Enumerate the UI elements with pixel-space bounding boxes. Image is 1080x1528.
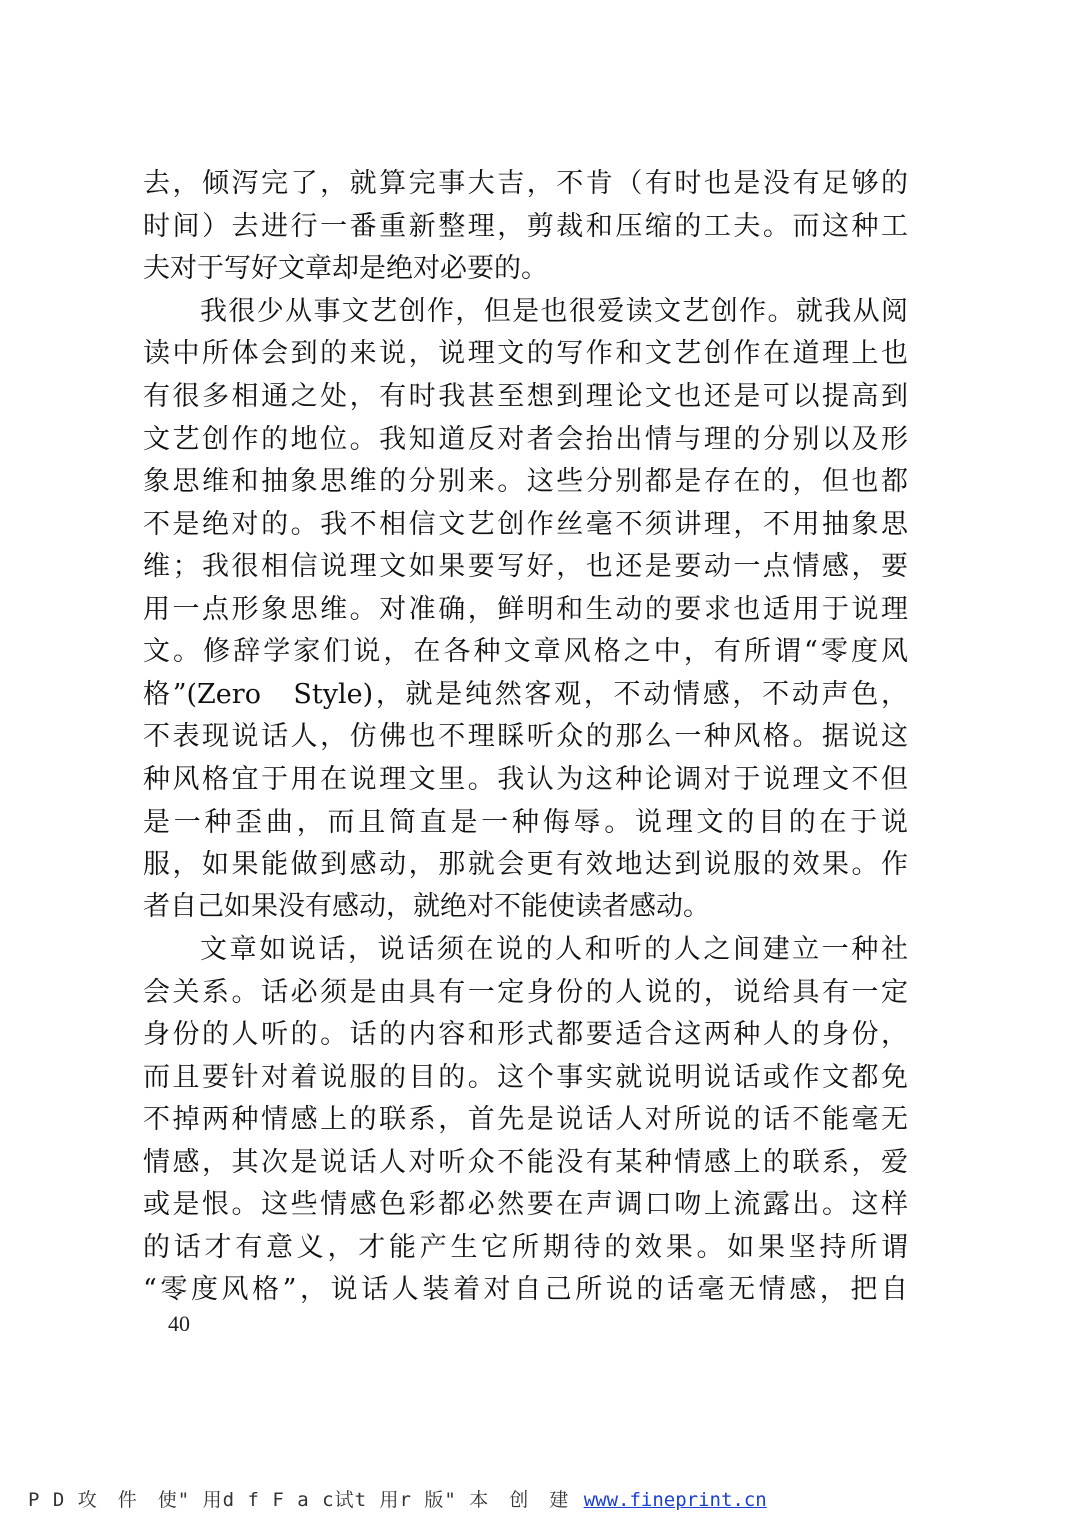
text-line: 种风格宜于用在说理文里。我认为这种论调对于说理文不但 [143,764,908,795]
text-line: 服，如果能做到感动，那就会更有效地达到说服的效果。作 [143,849,908,880]
page-number: 40 [168,1311,190,1336]
text-line: 情感，其次是说话人对听众不能没有某种情感上的联系，爱 [143,1147,908,1178]
text-line: 不表现说话人，仿佛也不理睬听众的那么一种风格。据说这 [143,721,908,752]
text-line: 用一点形象思维。对准确，鲜明和生动的要求也适用于说理 [143,594,908,625]
text-line: 文艺创作的地位。我知道反对者会抬出情与理的分别以及形 [143,424,908,455]
text-line: 维；我很相信说理文如果要写好，也还是要动一点情感，要 [143,551,908,582]
text-line: 时间）去进行一番重新整理，剪裁和压缩的工夫。而这种工 [143,211,908,242]
paragraph-start-line: 文章如说话，说话须在说的人和听的人之间建立一种社 [200,934,908,965]
text-line: 的话才有意义，才能产生它所期待的效果。如果坚持所谓 [143,1232,908,1263]
pdf-watermark [28,1488,767,1512]
text-line: 象思维和抽象思维的分别来。这些分别都是存在的，但也都 [143,466,908,497]
text-line: 夫对于写好文章却是绝对必要的。 [143,253,548,284]
watermark-link[interactable]: www.fineprint.cn [583,1489,767,1511]
text-line: 不是绝对的。我不相信文艺创作丝毫不须讲理，不用抽象思 [143,509,908,540]
text-line: 不掉两种情感上的联系，首先是说话人对所说的话不能毫无 [143,1104,908,1135]
text-line: 有很多相通之处，有时我甚至想到理论文也还是可以提高到 [143,381,908,412]
text-line: 或是恨。这些情感色彩都必然要在声调口吻上流露出。这样 [143,1189,908,1220]
text-line: 而且要针对着说服的目的。这个事实就说明说话或作文都免 [143,1062,908,1093]
text-line: 文。修辞学家们说，在各种文章风格之中，有所谓“零度风 [143,636,908,667]
text-line: 去，倾泻完了，就算完事大吉，不肯（有时也是没有足够的 [143,168,908,199]
text-line: 会关系。话必须是由具有一定身份的人说的，说给具有一定 [143,977,908,1008]
text-line: 格”(Zero Style)，就是纯然客观，不动情感，不动声色， [143,679,908,710]
text-line: 读中所体会到的来说，说理文的写作和文艺创作在道理上也 [143,338,908,369]
text-line: “零度风格”，说话人装着对自己所说的话毫无情感，把自 [143,1274,908,1305]
text-line: 是一种歪曲，而且简直是一种侮辱。说理文的目的在于说 [143,807,908,838]
watermark-text: P D 攻 件 使" 用d f F a c试t 用r 版" 本 创 建 [28,1489,570,1511]
paragraph-start-line: 我很少从事文艺创作，但是也很爱读文艺创作。就我从阅 [200,296,908,327]
text-line: 身份的人听的。话的内容和形式都要适合这两种人的身份， [143,1019,908,1050]
text-line: 者自己如果没有感动，就绝对不能使读者感动。 [143,891,710,922]
